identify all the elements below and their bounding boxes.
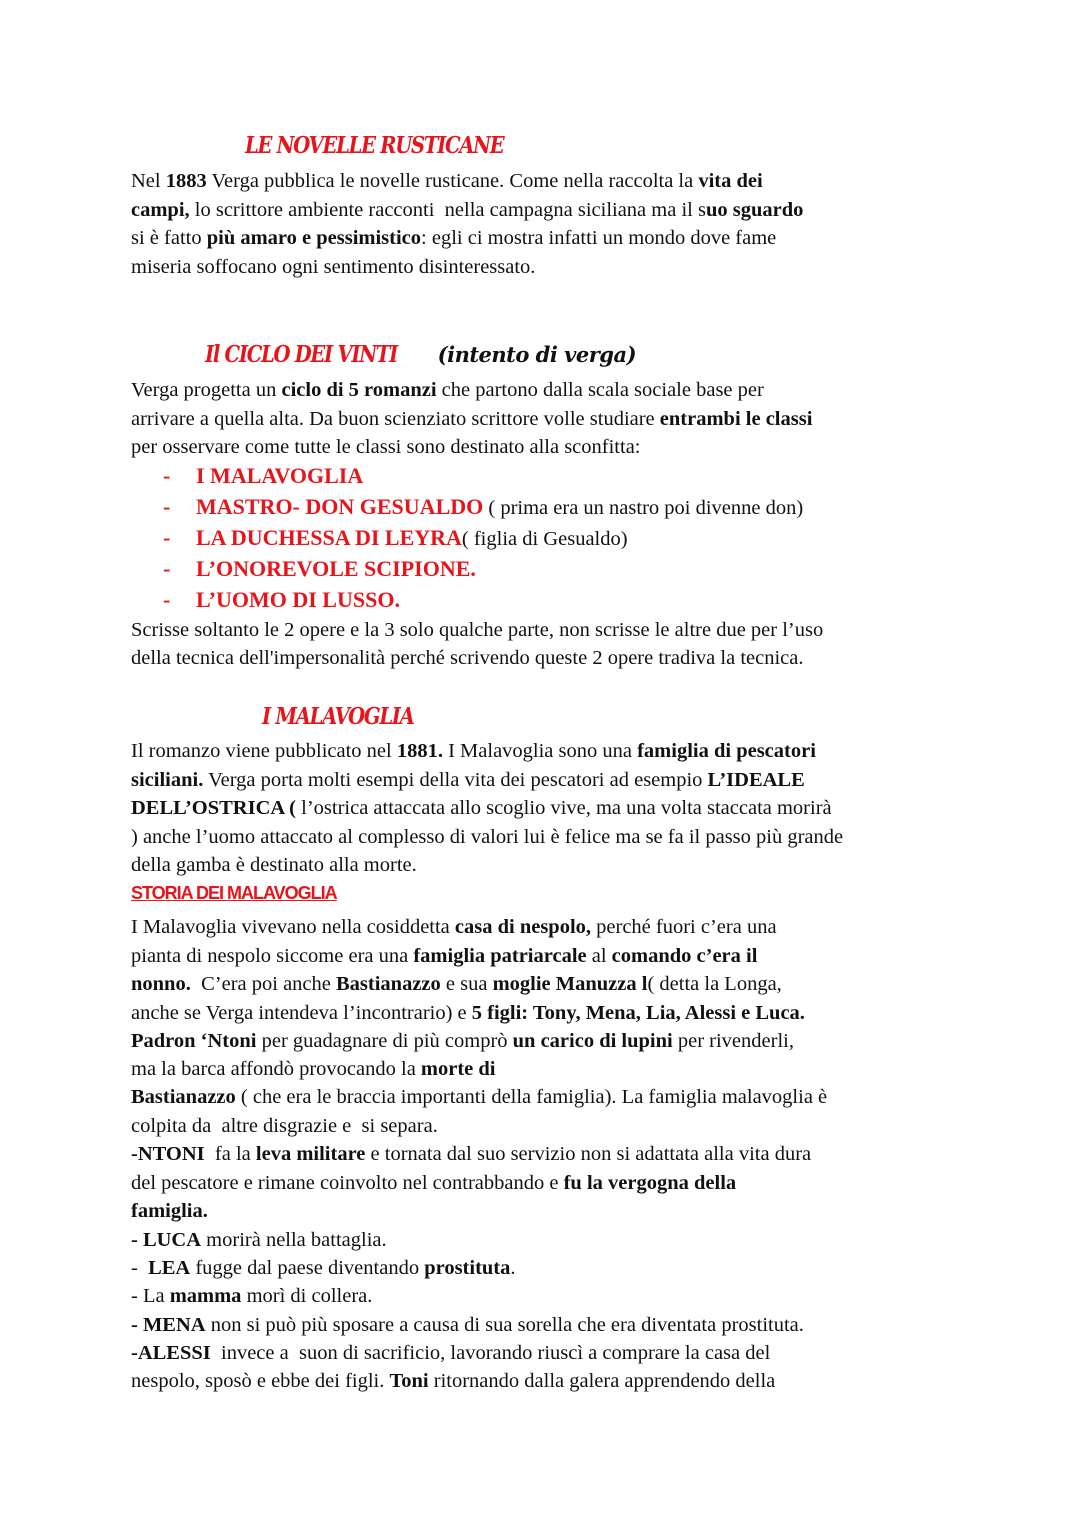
text-line (131, 167, 763, 195)
text: ma la barca affondò provocando la (131, 1058, 421, 1080)
list-item (163, 555, 476, 584)
bold-text: un carico di lupini (512, 1030, 673, 1052)
text-line (131, 1226, 387, 1254)
text: si è fatto (131, 227, 207, 249)
text-line (131, 1339, 770, 1367)
text: ( detta la Longa, (647, 973, 782, 995)
bold-text: famiglia patriarcale (413, 945, 587, 967)
bold-text: 5 figli: Tony, Mena, Lia, Alessi e Luca. (471, 1002, 805, 1024)
text-line (131, 1367, 775, 1395)
text: miseria soffocano ogni sentimento disinteressato. (131, 256, 536, 278)
text: nespolo, sposò e ebbe dei figli. (131, 1370, 390, 1392)
list-item (163, 524, 628, 553)
bold-text: entrambi le classi (659, 408, 813, 430)
text: C’era poi anche (190, 973, 336, 995)
text: pianta di nespolo siccome era una (131, 945, 414, 967)
text: ( figlia di Gesualdo) (461, 528, 628, 550)
text: che partono dalla scala sociale base per (436, 379, 764, 401)
text: per rivenderli, (672, 1030, 794, 1052)
bold-text: mamma (169, 1285, 242, 1307)
bold-text: ciclo di 5 romanzi (281, 379, 437, 401)
text: Verga progetta un (131, 379, 282, 401)
heading-text: LE NOVELLE RUSTICANE (245, 132, 504, 159)
text-line (131, 823, 843, 851)
text-line (131, 766, 805, 794)
text-line (131, 1169, 736, 1197)
text: perché fuori c’era una (591, 916, 777, 938)
text-line (131, 737, 816, 765)
text-line (131, 1197, 208, 1225)
text: : egli ci mostra infatti un mondo dove fame (421, 227, 777, 249)
text-line (131, 1027, 794, 1055)
text-line (131, 433, 641, 461)
text-line (131, 1311, 804, 1339)
bold-text: Bastianazzo (336, 973, 441, 995)
subheading-storia-dei-malavoglia (131, 879, 337, 907)
heading-ciclo-dei-vinti (205, 341, 636, 370)
text: Verga pubblica le novelle rusticane. Come nella raccolta la (206, 170, 699, 192)
text: lo scrittore ambiente racconti nella campagna siciliana ma il s (189, 199, 706, 221)
list-bullet: - (163, 556, 171, 581)
heading-novelle-rusticane (245, 132, 549, 161)
bold-text: L’IDEALE (707, 769, 805, 791)
bold-text: vita dei (698, 170, 763, 192)
bold-text: campi, (131, 199, 190, 221)
bold-text: L’UOMO DI LUSSO. (196, 587, 400, 612)
bold-text: - MENA (131, 1314, 206, 1336)
text-line (131, 942, 757, 970)
bold-text: Bastianazzo (131, 1086, 236, 1108)
text: ) anche l’uomo attaccato al complesso di valori lui è felice ma se fa il passo più grande (131, 826, 844, 848)
text: l’ostrica attaccata allo scoglio vive, ma una volta staccata morirà (296, 797, 832, 819)
bold-text: LEA (148, 1257, 191, 1279)
text: STORIA DEI MALAVOGLIA (131, 883, 337, 903)
text: - (131, 1257, 149, 1279)
text: per guadagnare di più comprò (256, 1030, 513, 1052)
text-line (131, 616, 823, 644)
bold-text: fu la vergogna della (563, 1172, 737, 1194)
bold-text: Padron ‘Ntoni (131, 1030, 257, 1052)
text-line (131, 376, 764, 404)
heading-text: Il CICLO DEI VINTI (205, 341, 397, 368)
text-line (131, 851, 417, 879)
bold-text: I MALAVOGLIA (196, 463, 364, 488)
text-line (131, 1282, 372, 1310)
text: arrivare a quella alta. Da buon scienziato scrittore volle studiare (131, 408, 660, 430)
text: e tornata dal suo servizio non si adattata alla vita dura (365, 1143, 812, 1165)
text-line (131, 999, 805, 1027)
text: per osservare come tutte le classi sono destinato alla sconfitta: (131, 436, 641, 458)
bold-text: nonno. (131, 973, 191, 995)
bold-text: leva militare (255, 1143, 366, 1165)
text: - La (131, 1285, 170, 1307)
text-line (131, 1083, 827, 1111)
bold-text: più amaro e pessimistico (206, 227, 422, 249)
text: (intento di verga) (430, 342, 637, 367)
list-item (163, 586, 400, 615)
bold-text: L’ONOREVOLE SCIPIONE. (196, 556, 476, 581)
bold-text: 1881. (396, 740, 443, 762)
text: anche se Verga intendeva l’incontrario) e (131, 1002, 472, 1024)
bold-text: DELL’OSTRICA ( (131, 797, 297, 819)
text: fa la (204, 1143, 256, 1165)
bold-text: uo sguardo (705, 199, 804, 221)
text: invece a suon di sacrificio, lavorando riuscì a comprare la casa del (210, 1342, 771, 1364)
text: fugge dal paese diventando (190, 1257, 425, 1279)
text: ritornando dalla galera apprendendo della (428, 1370, 776, 1392)
text-line (131, 1254, 516, 1282)
text-line (131, 794, 832, 822)
text: al (586, 945, 612, 967)
text: della tecnica dell'impersonalità perché scrivendo queste 2 opere tradiva la tecnica. (131, 647, 804, 669)
list-bullet: - (163, 494, 171, 519)
text: Scrisse soltanto le 2 opere e la 3 solo qualche parte, non scrisse le altre due per l’uso (131, 619, 824, 641)
bold-text: Toni (389, 1370, 429, 1392)
list-bullet: - (163, 525, 171, 550)
text: ( prima era un nastro poi divenne don) (483, 497, 804, 519)
text: della gamba è destinato alla morte. (131, 854, 417, 876)
text: Verga porta molti esempi della vita dei pescatori ad esempio (203, 769, 708, 791)
bold-text: famiglia di pescatori (637, 740, 816, 762)
text: morì di collera. (241, 1285, 373, 1307)
text: morirà nella battaglia. (201, 1229, 387, 1251)
bold-text: -NTONI (131, 1143, 205, 1165)
text: e sua (440, 973, 493, 995)
list-item (163, 462, 363, 491)
bold-text: famiglia. (131, 1200, 208, 1222)
heading-i-malavoglia (262, 703, 440, 732)
bold-text: moglie Manuzza l (492, 973, 648, 995)
text-line (131, 644, 803, 672)
bold-text: prostituta (424, 1257, 511, 1279)
bold-text: comando c’era il (611, 945, 758, 967)
text-line (131, 253, 535, 281)
text: . (510, 1257, 516, 1279)
text-line (131, 1112, 438, 1140)
text: ( che era le braccia importanti della famiglia). La famiglia malavoglia è (235, 1086, 828, 1108)
text-line (131, 1140, 811, 1168)
heading-text: I MALAVOGLIA (262, 703, 414, 730)
bold-text: LA DUCHESSA DI LEYRA (196, 525, 462, 550)
bold-text: -ALESSI (131, 1342, 211, 1364)
bold-text: MASTRO- DON GESUALDO (196, 494, 484, 519)
text: I Malavoglia vivevano nella cosiddetta (131, 916, 455, 938)
bold-text: casa di nespolo, (454, 916, 592, 938)
bold-text: siciliani. (131, 769, 204, 791)
text-line (131, 224, 776, 252)
list-bullet: - (163, 587, 171, 612)
list-item (163, 493, 803, 522)
text-line (131, 913, 777, 941)
text-line (131, 1055, 496, 1083)
bold-text: 1883 (165, 170, 207, 192)
text-line (131, 970, 782, 998)
text: non si può più sposare a causa di sua sorella che era diventata prostituta. (205, 1314, 804, 1336)
text: I Malavoglia sono una (442, 740, 638, 762)
text-line (131, 405, 812, 433)
bold-text: - LUCA (131, 1229, 202, 1251)
text: del pescatore e rimane coinvolto nel contrabbando e (131, 1172, 564, 1194)
list-bullet: - (163, 463, 171, 488)
text-line (131, 196, 803, 224)
text: Il romanzo viene pubblicato nel (131, 740, 397, 762)
text: Nel (131, 170, 166, 192)
bold-text: morte di (420, 1058, 496, 1080)
text: colpita da altre disgrazie e si separa. (131, 1115, 438, 1137)
